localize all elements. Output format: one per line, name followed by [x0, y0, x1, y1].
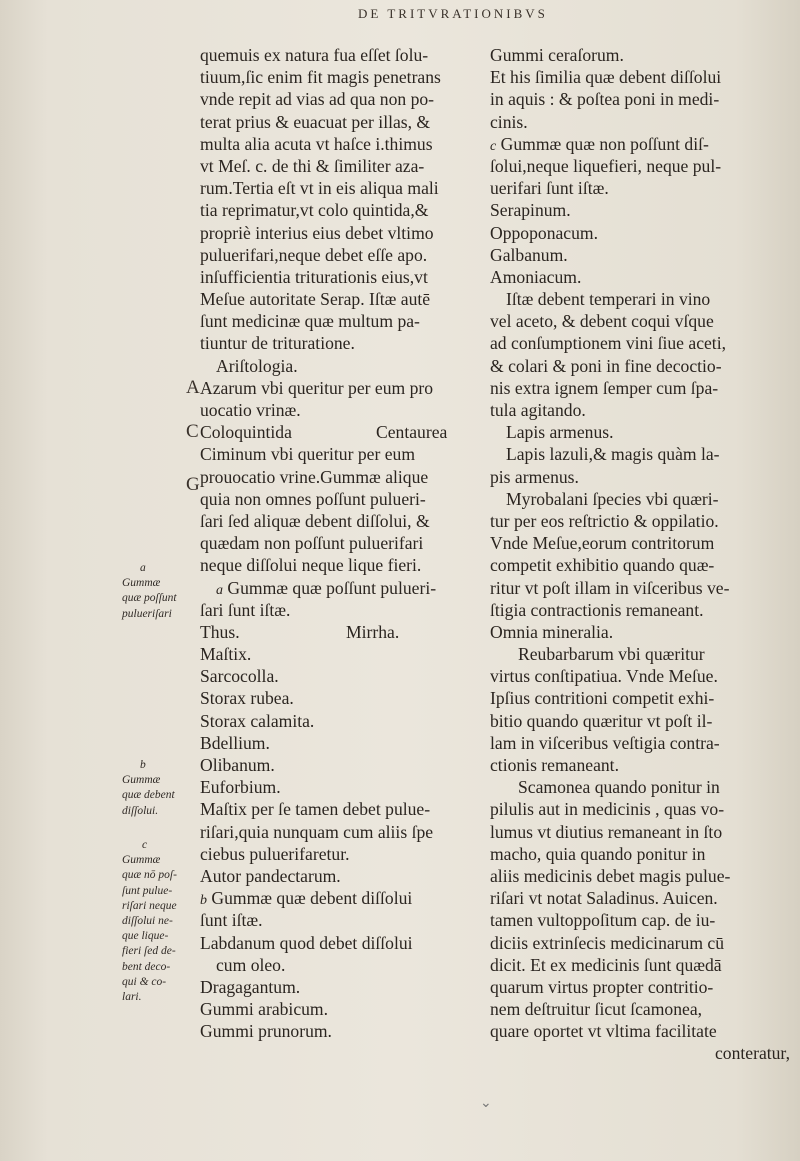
text-line: aliis medicinis debet magis pulue-	[490, 865, 731, 886]
text-line: neque diſſolui neque lique fieri.	[200, 555, 422, 576]
text-line: Et his ſimilia quæ debent diſſolui	[490, 67, 722, 88]
running-header: DE TRITVRATIONIBVS	[358, 6, 548, 21]
text-line: pilulis aut in medicinis , quas vo-	[490, 799, 725, 820]
text-line: ſunt iſtæ.	[200, 910, 263, 931]
entry-line: Oppoponacum.	[490, 222, 598, 243]
margin-note-c-line: que lique-	[122, 930, 169, 943]
entry-line: Bdellium.	[200, 732, 270, 753]
text-line: pis armenus.	[490, 466, 579, 487]
text-line: Iſtæ debent temperari in vino	[506, 289, 711, 310]
text-line: ſolui,neque liquefieri, neque pul-	[490, 155, 722, 176]
margin-note-c-line: diſſolui ne-	[122, 915, 173, 928]
margin-note-c	[122, 838, 198, 1005]
margin-note-a-marker: a	[140, 562, 146, 574]
margin-note-a-line: pulueriſari	[122, 607, 172, 620]
text-line: ſtigia contractionis remaneant.	[490, 599, 704, 620]
text-line: puluerifari,neque debet eſſe apo.	[200, 244, 428, 265]
margin-note-a-line: quæ poſſunt	[122, 592, 177, 605]
entry-line: Serapinum.	[490, 200, 571, 221]
text-line: tula agitando.	[490, 400, 586, 420]
text-line: terat prius & euacuat per illas, &	[200, 111, 431, 132]
text-line: Maſtix per ſe tamen debet pulue-	[200, 799, 431, 820]
text-line: cinis.	[490, 111, 528, 132]
entry-line: Storax calamita.	[200, 710, 315, 731]
heading-text: Gummæ quæ non poſſunt diſ-	[500, 133, 709, 154]
text-line: tiuntur de trituratione.	[200, 333, 355, 354]
text-line: Ipſius contritioni competit exhi-	[490, 688, 715, 709]
text-line: in aquis : & poſtea poni in medi-	[490, 89, 720, 110]
text-line: riſari vt notat Saladinus. Auicen.	[490, 888, 718, 909]
text-line: competit exhibitio quando quæ-	[490, 555, 715, 576]
entry-line: Omnia mineralia.	[490, 621, 614, 642]
text-line: Scamonea quando ponitur in	[518, 777, 720, 798]
margin-note-a	[122, 561, 198, 622]
text-line: inſufficientia triturationis eius,vt	[200, 266, 428, 287]
entry-line: Dragagantum.	[200, 976, 301, 997]
entry-line: Lapis armenus.	[506, 422, 614, 443]
text-line: tamen vultoppoſitum cap. de iu-	[490, 910, 716, 931]
section-letter-c: C	[186, 421, 199, 442]
text-line: uerifari ſunt iſtæ.	[490, 178, 609, 199]
text-line: nis extra ignem ſemper cum ſpa-	[490, 377, 719, 398]
text-line: quædam non poſſunt puluerifari	[200, 533, 424, 554]
text-line: vel aceto, & debent coqui vſque	[490, 311, 714, 332]
text-line: virtus conſtipatiua. Vnde Meſue.	[490, 666, 718, 687]
text-line: nem deſtruitur ſicut ſcamonea,	[490, 999, 703, 1020]
heading-line-b	[200, 887, 488, 909]
catchword: conteratur,	[714, 1043, 790, 1064]
text-line: cum oleo.	[216, 954, 286, 975]
text-line: ctionis remaneant.	[490, 755, 619, 775]
entry-mirrha: Mirrha.	[346, 621, 400, 642]
text-line: vt Meſ. c. de thi & ſimiliter aza-	[200, 155, 425, 176]
text-line: bitio quando quæritur vt poſt il-	[490, 710, 713, 731]
text-line: ſari ſunt iſtæ.	[200, 599, 291, 620]
heading-line-c	[490, 133, 790, 155]
margin-note-b	[122, 758, 198, 819]
margin-note-c-line: Gummæ	[122, 854, 161, 867]
text-line: multa alia acuta vt haſce i.thimus	[200, 133, 433, 154]
text-line: ciebus puluerifaretur.	[200, 843, 350, 864]
text-line: Meſue autoritate Serap. Iſtæ autē	[200, 289, 431, 310]
text-line: propriè interius eius debet vltimo	[200, 222, 434, 243]
entry-line: Euforbium.	[200, 777, 281, 798]
entry-line: Sarcocolla.	[200, 666, 279, 687]
entry-line: Olibanum.	[200, 755, 275, 775]
text-line: tia reprimatur,vt colo quintida,&	[200, 200, 429, 221]
entry-coloquintida-row	[200, 421, 488, 443]
text-line: lumus vt diutius remaneant in ſto	[490, 821, 723, 842]
right-text-column	[490, 44, 790, 1065]
note-marker-a: a	[216, 582, 223, 598]
note-marker-c: c	[490, 138, 497, 154]
text-line: Azarum vbi queritur per eum pro	[200, 377, 434, 398]
entry-line: Gummi arabicum.	[200, 999, 329, 1020]
text-line: prouocatio vrine.Gummæ alique	[200, 466, 429, 487]
margin-note-b-line: quæ debent	[122, 789, 175, 802]
text-line: riſari,quia nunquam cum aliis ſpe	[200, 821, 434, 842]
left-text-column	[200, 44, 488, 1042]
text-line: ritur vt poſt illam in viſceribus ve-	[490, 577, 730, 598]
text-line: macho, quia quando ponitur in	[490, 843, 706, 864]
entry-aristologia: Ariſtologia.	[216, 355, 298, 376]
printer-mark-icon: ⌄	[480, 1095, 492, 1111]
text-line: Reubarbarum vbi quæritur	[518, 644, 705, 665]
text-line: quare oportet vt vltima facilitate	[490, 1021, 717, 1042]
text-line: rum.Tertia eſt vt in eis aliqua mali	[200, 178, 439, 199]
text-line: dicit. Et ex medicinis ſunt quædā	[490, 954, 722, 975]
margin-note-c-line: riſari neque	[122, 899, 177, 912]
entry-centaurea: Centaurea	[376, 422, 448, 443]
margin-note-c-marker: c	[142, 839, 148, 851]
entry-line: Galbanum.	[490, 244, 568, 265]
text-line: uocatio vrinæ.	[200, 400, 301, 420]
heading-text: Gummæ quæ poſſunt pulueri-	[227, 577, 437, 598]
margin-note-c-line: fieri ſed de-	[122, 945, 176, 958]
text-line: quia non omnes poſſunt pulueri-	[200, 488, 426, 509]
text-line: ſunt medicinæ quæ multum pa-	[200, 311, 420, 332]
margin-note-b-marker: b	[140, 759, 146, 771]
margin-note-c-line: quæ nō poſ-	[122, 869, 177, 882]
margin-note-c-line: qui & co-	[122, 975, 167, 988]
margin-note-b-line: diſſolui.	[122, 804, 159, 817]
heading-line-a	[200, 577, 488, 599]
text-line: vnde repit ad vias ad qua non po-	[200, 89, 435, 110]
text-line: lam in viſceribus veſtigia contra-	[490, 732, 720, 753]
text-line: diciis extrinſecis medicinarum cū	[490, 932, 725, 953]
text-line: ſari ſed aliquæ debent diſſolui, &	[200, 510, 430, 531]
text-line: & colari & poni in fine decoctio-	[490, 355, 722, 376]
entry-thus: Thus.	[200, 621, 240, 642]
entry-line: Amoniacum.	[490, 266, 582, 287]
margin-note-a-line: Gummæ	[122, 577, 161, 590]
text-line: tur per eos reſtrictio & oppilatio.	[490, 510, 719, 531]
margin-note-c-line: ſunt pulue-	[122, 884, 173, 897]
text-line: quemuis ex natura fua eſſet ſolu-	[200, 45, 429, 65]
entry-line: Storax rubea.	[200, 688, 294, 709]
text-line: ad conſumptionem vini ſiue aceti,	[490, 333, 726, 354]
entry-line: Gummi prunorum.	[200, 1021, 332, 1042]
margin-note-b-line: Gummæ	[122, 774, 161, 787]
entry-line: Gummi ceraſorum.	[490, 45, 624, 65]
text-line: Labdanum quod debet diſſolui	[200, 932, 413, 953]
text-line: tiuum,ſic enim fit magis penetrans	[200, 67, 441, 88]
entry-thus-row	[200, 621, 488, 643]
margin-note-c-line: lari.	[122, 991, 142, 1004]
text-line: Myrobalani ſpecies vbi quæri-	[506, 488, 719, 509]
entry-coloquintida: Coloquintida	[200, 422, 292, 443]
text-line: Lapis lazuli,& magis quàm la-	[506, 444, 720, 465]
text-line: Vnde Meſue,eorum contritorum	[490, 533, 715, 554]
section-letter-g: G	[186, 474, 200, 495]
heading-text: Gummæ quæ debent diſſolui	[211, 888, 413, 909]
text-line: quarum virtus propter contritio-	[490, 976, 714, 997]
entry-line: Maſtix.	[200, 644, 252, 665]
margin-note-c-line: bent deco-	[122, 960, 171, 973]
note-marker-b: b	[200, 893, 207, 909]
text-line: Autor pandectarum.	[200, 865, 341, 886]
section-letter-a: A	[186, 377, 200, 398]
text-line: Ciminum vbi queritur per eum	[200, 444, 415, 465]
